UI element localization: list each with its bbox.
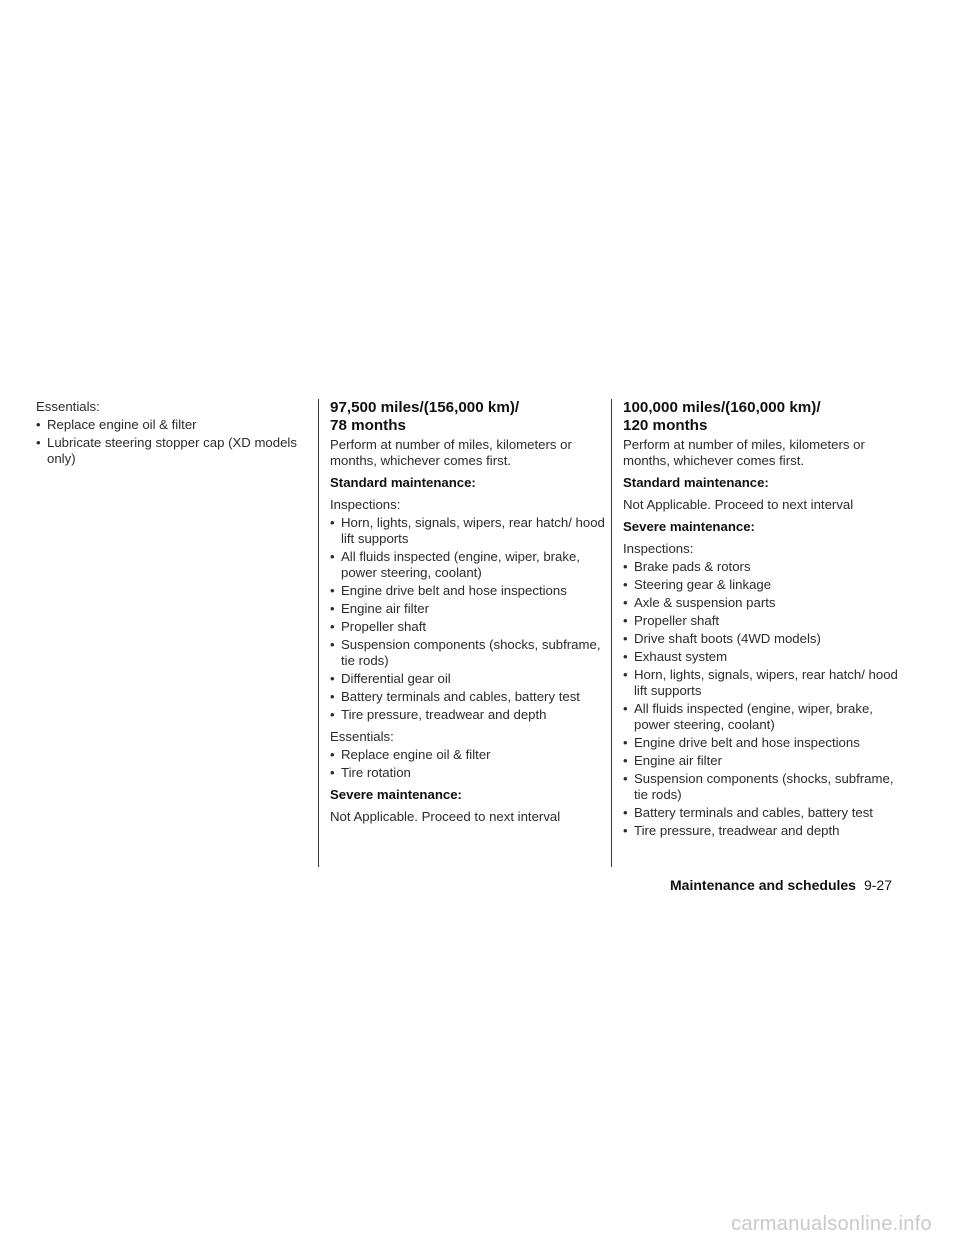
severe-maintenance-label: Severe maintenance: [330, 787, 462, 802]
standard-maintenance-label: Standard maintenance: [623, 475, 769, 490]
heading-line: 100,000 miles/(160,000 km)/ [623, 399, 821, 416]
intro-text: Perform at number of miles, kilometers or months, whichever comes first. [623, 437, 865, 468]
list-item: • Differential gear oil [330, 671, 605, 687]
heading-line: 97,500 miles/(156,000 km)/ [330, 399, 520, 416]
severe-maintenance-label: Severe maintenance: [623, 519, 755, 534]
list-item: • Axle & suspension parts [623, 595, 898, 611]
list-item: • Engine air filter [330, 601, 605, 617]
list-item: • Tire rotation [330, 765, 605, 781]
column-divider [318, 399, 319, 867]
interval-heading-100000 [623, 399, 898, 435]
list-item: • Suspension components (shocks, subframe, tie rods) [623, 771, 898, 803]
list-item: • Battery terminals and cables, battery test [623, 805, 898, 821]
inspections-label: Inspections: [330, 497, 401, 512]
list-item: • Engine air filter [623, 753, 898, 769]
list-item: • Replace engine oil & filter [330, 747, 605, 763]
list-item: • Suspension components (shocks, subframe, tie rods) [330, 637, 605, 669]
inspections-list [330, 515, 605, 723]
inspections-list [623, 559, 898, 839]
page-footer [670, 877, 892, 893]
watermark: carmanualsonline.info [731, 1213, 932, 1235]
essentials-list [36, 417, 311, 467]
essentials-list [330, 747, 605, 781]
list-item: • Battery terminals and cables, battery test [330, 689, 605, 705]
list-item: • Horn, lights, signals, wipers, rear hatch/ hood lift supports [330, 515, 605, 547]
page-number: 9-27 [863, 877, 892, 893]
severe-maintenance-text: Not Applicable. Proceed to next interval [330, 809, 561, 824]
list-item: • Drive shaft boots (4WD models) [623, 631, 898, 647]
list-item: • Exhaust system [623, 649, 898, 665]
column-right [623, 399, 898, 845]
standard-maintenance-label: Standard maintenance: [330, 475, 476, 490]
list-item: • Lubricate steering stopper cap (XD models only) [36, 435, 311, 467]
list-item: • Horn, lights, signals, wipers, rear hatch/ hood lift supports [623, 667, 898, 699]
standard-maintenance-text: Not Applicable. Proceed to next interval [623, 497, 854, 512]
list-item: • Engine drive belt and hose inspections [330, 583, 605, 599]
intro-text: Perform at number of miles, kilometers or months, whichever comes first. [330, 437, 572, 468]
essentials-label: Essentials: [330, 729, 394, 744]
essentials-label: Essentials: [36, 399, 100, 414]
column-left [36, 399, 311, 473]
inspections-label: Inspections: [623, 541, 694, 556]
list-item: • Brake pads & rotors [623, 559, 898, 575]
section-title: Maintenance and schedules [670, 877, 856, 893]
list-item: • Tire pressure, treadwear and depth [330, 707, 605, 723]
list-item: • All fluids inspected (engine, wiper, brake, power steering, coolant) [330, 549, 605, 581]
list-item: • Replace engine oil & filter [36, 417, 311, 433]
list-item: • Engine drive belt and hose inspections [623, 735, 898, 751]
column-divider [611, 399, 612, 867]
heading-line: 78 months [330, 417, 406, 434]
heading-line: 120 months [623, 417, 708, 434]
column-middle [330, 399, 605, 831]
list-item: • Propeller shaft [623, 613, 898, 629]
list-item: • All fluids inspected (engine, wiper, brake, power steering, coolant) [623, 701, 898, 733]
interval-heading-97500 [330, 399, 605, 435]
list-item: • Tire pressure, treadwear and depth [623, 823, 898, 839]
list-item: • Propeller shaft [330, 619, 605, 635]
list-item: • Steering gear & linkage [623, 577, 898, 593]
